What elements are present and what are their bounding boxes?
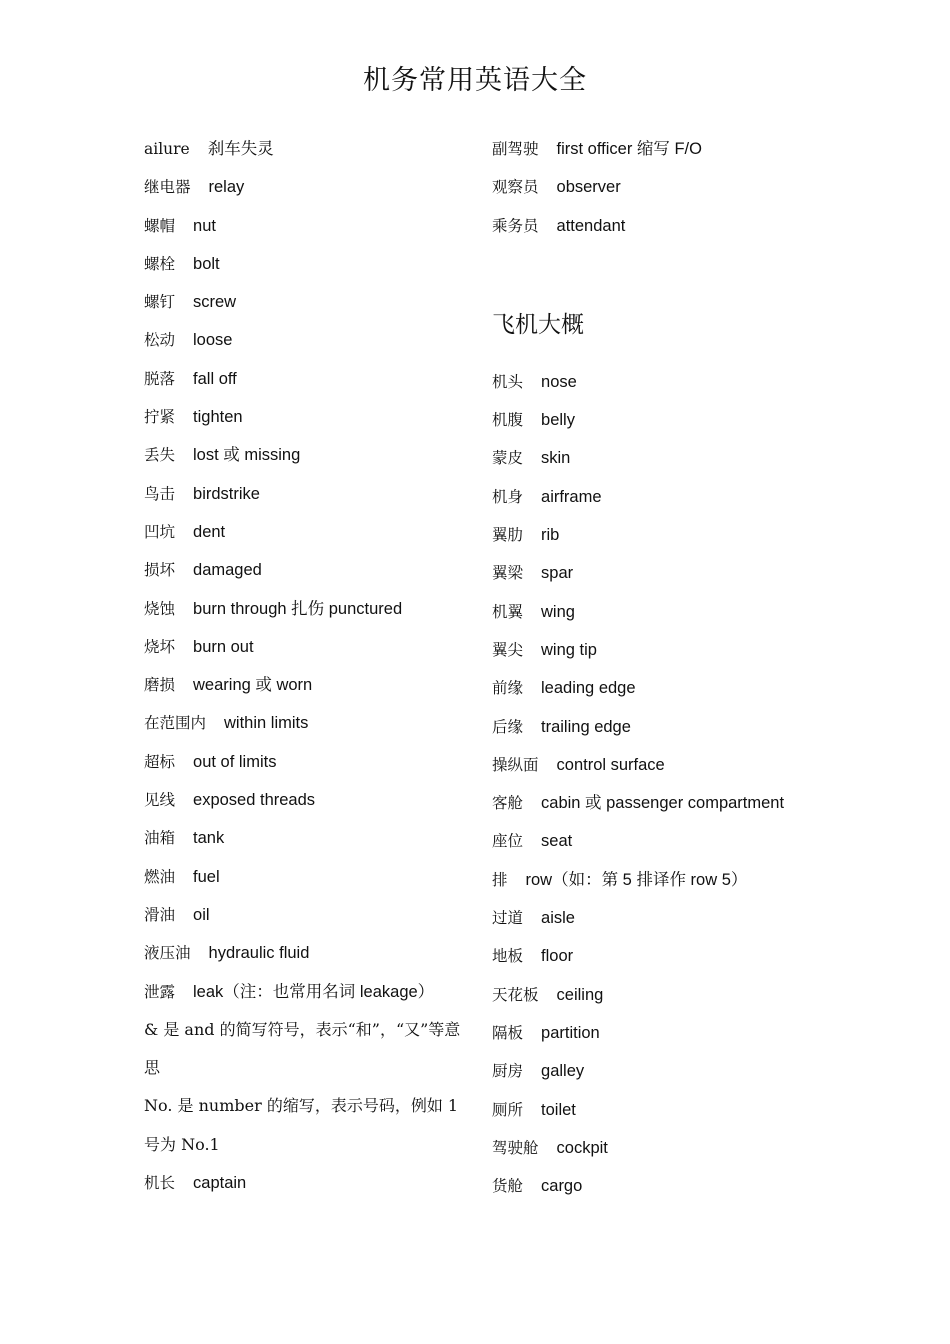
term-english: relay <box>208 178 245 197</box>
term-english: damaged <box>193 561 262 580</box>
glossary-entry <box>144 130 464 168</box>
glossary-entry <box>492 631 832 669</box>
term-english: leak（注：也常用名词 leakage） <box>193 982 435 1001</box>
term-english: wing <box>541 602 575 621</box>
term-english: ceiling <box>556 985 604 1004</box>
term-chinese: 翼肋 <box>492 526 524 545</box>
term-english: seat <box>541 832 573 851</box>
glossary-entry <box>492 478 832 516</box>
glossary-entry <box>492 1129 832 1167</box>
term-english: control surface <box>556 755 665 774</box>
term-chinese: 操纵面 <box>492 755 539 774</box>
term-chinese: 液压油 <box>144 944 191 963</box>
term-english: airframe <box>541 487 602 506</box>
glossary-entry <box>144 436 464 474</box>
term-english: nose <box>541 372 577 391</box>
glossary-entry <box>492 554 832 592</box>
term-chinese: 副驾驶 <box>492 140 539 158</box>
term-chinese: 客舱 <box>492 794 524 813</box>
term-english: out of limits <box>193 752 277 771</box>
term-english: cargo <box>541 1177 583 1196</box>
glossary-entry <box>492 899 832 937</box>
term-english: skin <box>541 449 571 468</box>
term-english: galley <box>541 1062 585 1081</box>
glossary-entry <box>492 1052 832 1090</box>
glossary-entry <box>144 1164 464 1202</box>
term-chinese: 脱落 <box>144 369 176 388</box>
term-chinese: 隔板 <box>492 1023 524 1042</box>
term-english: within limits <box>224 714 309 733</box>
glossary-entry <box>492 937 832 975</box>
term-english: rib <box>541 526 560 545</box>
term-chinese: 滑油 <box>144 905 176 924</box>
glossary-entry <box>492 1167 832 1205</box>
term-english: leading edge <box>541 679 636 698</box>
glossary-entry <box>492 784 832 822</box>
term-chinese: 超标 <box>144 752 176 771</box>
glossary-entry <box>492 669 832 707</box>
term-chinese: 丢失 <box>144 446 176 465</box>
term-chinese: 磨损 <box>144 676 176 695</box>
term-english: bolt <box>193 254 220 273</box>
term-chinese: 泄露 <box>144 982 176 1001</box>
term-english: exposed threads <box>193 791 316 810</box>
glossary-entry <box>144 973 464 1011</box>
term-chinese: 螺钉 <box>144 293 176 312</box>
term-chinese: 烧坏 <box>144 637 176 656</box>
glossary-entry <box>492 439 832 477</box>
term-english: tighten <box>193 408 243 427</box>
term-chinese: 厕所 <box>492 1100 524 1119</box>
term-chinese: 油箱 <box>144 829 176 848</box>
glossary-entry <box>144 321 464 359</box>
glossary-entry <box>492 130 832 168</box>
term-english: fall off <box>193 369 237 388</box>
glossary-entry <box>492 516 832 554</box>
term-chinese: 机身 <box>492 487 524 506</box>
glossary-entry <box>144 819 464 857</box>
term-english: partition <box>541 1023 600 1042</box>
term-english: attendant <box>556 216 626 235</box>
term-english: oil <box>193 905 210 924</box>
term-english: aisle <box>541 909 575 928</box>
glossary-entry <box>144 781 464 819</box>
term-chinese: ailure <box>144 140 190 158</box>
term-chinese: 观察员 <box>492 178 539 197</box>
section-heading: 飞机大概 <box>492 311 584 338</box>
glossary-entry <box>492 822 832 860</box>
term-chinese: 天花板 <box>492 985 539 1004</box>
glossary-entry <box>144 398 464 436</box>
term-english: toilet <box>541 1100 576 1119</box>
term-english: row（如：第 5 排译作 row 5） <box>525 870 748 889</box>
glossary-entry <box>492 363 832 401</box>
glossary-entry <box>144 475 464 513</box>
term-english: captain <box>193 1174 247 1193</box>
term-english: tank <box>193 829 225 848</box>
term-english: hydraulic fluid <box>208 944 310 963</box>
glossary-entry <box>144 513 464 551</box>
term-chinese: 在范围内 <box>144 714 207 733</box>
term-chinese: 厨房 <box>492 1062 524 1081</box>
glossary-entry <box>144 590 464 628</box>
term-chinese: 地板 <box>492 947 524 966</box>
term-english: spar <box>541 564 574 583</box>
glossary-entry <box>492 401 832 439</box>
glossary-entry <box>492 861 832 899</box>
term-chinese: 过道 <box>492 909 524 928</box>
glossary-entry <box>144 934 464 972</box>
term-chinese: 驾驶舱 <box>492 1138 539 1157</box>
term-chinese: 松动 <box>144 331 176 350</box>
glossary-entry <box>144 207 464 245</box>
term-english: 刹车失灵 <box>207 140 274 158</box>
glossary-entry <box>492 1091 832 1129</box>
term-chinese: 乘务员 <box>492 216 539 235</box>
term-english: fuel <box>193 867 220 886</box>
term-chinese: 机长 <box>144 1174 176 1193</box>
term-chinese: 前缘 <box>492 679 524 698</box>
term-chinese: 翼梁 <box>492 564 524 583</box>
term-chinese: 损坏 <box>144 561 176 580</box>
term-english: cockpit <box>556 1138 608 1157</box>
term-english: loose <box>193 331 233 350</box>
glossary-entry <box>492 976 832 1014</box>
glossary-note: & 是 and 的简写符号，表示“和”，“又”等意思 <box>144 1019 461 1078</box>
glossary-entry <box>144 704 464 742</box>
term-english: dent <box>193 522 226 541</box>
term-chinese: 见线 <box>144 791 176 810</box>
term-chinese: 蒙皮 <box>492 449 524 468</box>
term-english: cabin 或 passenger compartment <box>541 794 785 813</box>
glossary-entry <box>144 743 464 781</box>
term-english: burn through 扎伤 punctured <box>193 599 403 618</box>
term-chinese: 座位 <box>492 832 524 851</box>
glossary-entry <box>144 628 464 666</box>
page-title: 机务常用英语大全 <box>363 65 587 96</box>
glossary-entry <box>144 283 464 321</box>
glossary-entry <box>144 360 464 398</box>
term-english: first officer 缩写 F/O <box>556 140 702 158</box>
term-chinese: 机翼 <box>492 602 524 621</box>
term-chinese: 后缘 <box>492 717 524 736</box>
term-english: birdstrike <box>193 484 260 503</box>
term-chinese: 继电器 <box>144 178 191 197</box>
section-spacer <box>492 245 832 303</box>
glossary-entry <box>144 551 464 589</box>
term-chinese: 燃油 <box>144 867 176 886</box>
term-english: belly <box>541 411 575 430</box>
right-column <box>492 130 832 1205</box>
term-chinese: 机头 <box>492 372 524 391</box>
term-chinese: 拧紧 <box>144 408 176 427</box>
term-english: wearing 或 worn <box>193 676 313 695</box>
term-chinese: 货舱 <box>492 1177 524 1196</box>
glossary-entry <box>492 708 832 746</box>
term-chinese: 烧蚀 <box>144 599 176 618</box>
left-column <box>144 130 464 1202</box>
glossary-entry <box>144 858 464 896</box>
glossary-note: No. 是 number 的缩写，表示号码，例如 1 号为 No.1 <box>144 1096 459 1154</box>
glossary-entry <box>144 168 464 206</box>
term-chinese: 翼尖 <box>492 640 524 659</box>
term-english: lost 或 missing <box>193 446 301 465</box>
term-chinese: 凹坑 <box>144 522 176 541</box>
term-english: floor <box>541 947 574 966</box>
glossary-entry <box>492 593 832 631</box>
term-english: nut <box>193 216 216 235</box>
glossary-entry <box>492 746 832 784</box>
term-chinese: 鸟击 <box>144 484 176 503</box>
term-english: wing tip <box>541 640 597 659</box>
term-chinese: 机腹 <box>492 411 524 430</box>
term-english: observer <box>556 178 621 197</box>
glossary-entry <box>492 207 832 245</box>
term-chinese: 螺栓 <box>144 254 176 273</box>
term-english: trailing edge <box>541 717 631 736</box>
term-english: screw <box>193 293 237 312</box>
glossary-entry <box>144 666 464 704</box>
glossary-entry <box>144 896 464 934</box>
term-chinese: 排 <box>492 870 508 889</box>
glossary-entry <box>492 168 832 206</box>
glossary-entry <box>144 245 464 283</box>
term-chinese: 螺帽 <box>144 216 176 235</box>
term-english: burn out <box>193 637 254 656</box>
glossary-entry <box>492 1014 832 1052</box>
